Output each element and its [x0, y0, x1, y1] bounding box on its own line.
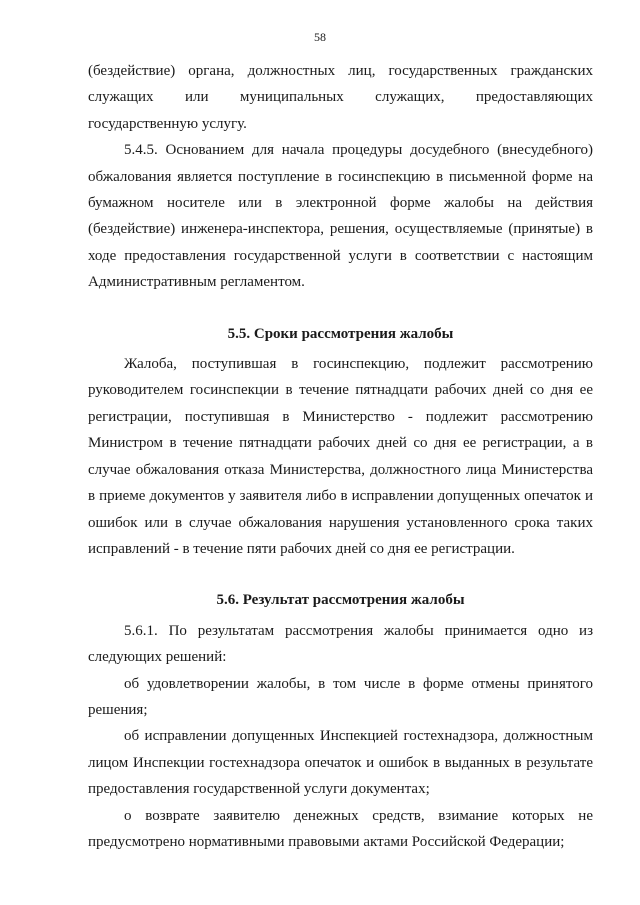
paragraph-decision-refund: о возврате заявителю денежных средств, взимание которых не предусмотрено нормативными правовыми актами Российской Федерации; — [88, 807, 593, 850]
paragraph-decision-correct: об исправлении допущенных Инспекцией гостехнадзора, должностным лицом Инспекции гостехнадзора опечаток и ошибок в выданных в результате предоставления государственной услуги документах; — [88, 728, 593, 798]
paragraph-complaint-terms: Жалоба, поступившая в госинспекцию, подлежит рассмотрению руководителем госинспекции в течение пятнадцати рабочих дней со дня ее регистрации, поступившая в Министерство - подлежит рассмотрению Министром в течение пятнадцати рабочих дней со дня ее регистрации, а в случае обжалования отказа Министерства, должностного лица Министерства в приеме документов у заявителя либо в исправлении допущенных опечаток и ошибок или в случае обжалования нарушения установленного срока таких исправлений - в течение пяти рабочих дней со дня ее регистрации. — [88, 356, 593, 557]
page-number: 58 — [314, 30, 326, 44]
paragraph-5-4-5: 5.4.5. Основанием для начала процедуры досудебного (внесудебного) обжалования является поступление в госинспекцию в письменной форме на бумажном носителе или в электронной форме жалобы на действия (бездействие) инженера-инспектора, решения, осуществляемые (принятые) в ходе предоставления государственной услуги в соответствии с настоящим Административным регламентом. — [88, 142, 593, 291]
paragraph-decision-satisfy: об удовлетворении жалобы, в том числе в форме отмены принятого решения; — [88, 675, 593, 718]
section-heading-5-5: 5.5. Сроки рассмотрения жалобы — [227, 325, 454, 342]
paragraph-5-6-1: 5.6.1. По результатам рассмотрения жалобы принимается одно из следующих решений: — [88, 622, 593, 666]
paragraph-continuation: (бездействие) органа, должностных лиц, государственных гражданских служащих или муниципальных служащих, предоставляющих государственную услугу. — [88, 63, 593, 132]
section-heading-5-6: 5.6. Результат рассмотрения жалобы — [216, 592, 465, 609]
page-body — [88, 58, 593, 855]
